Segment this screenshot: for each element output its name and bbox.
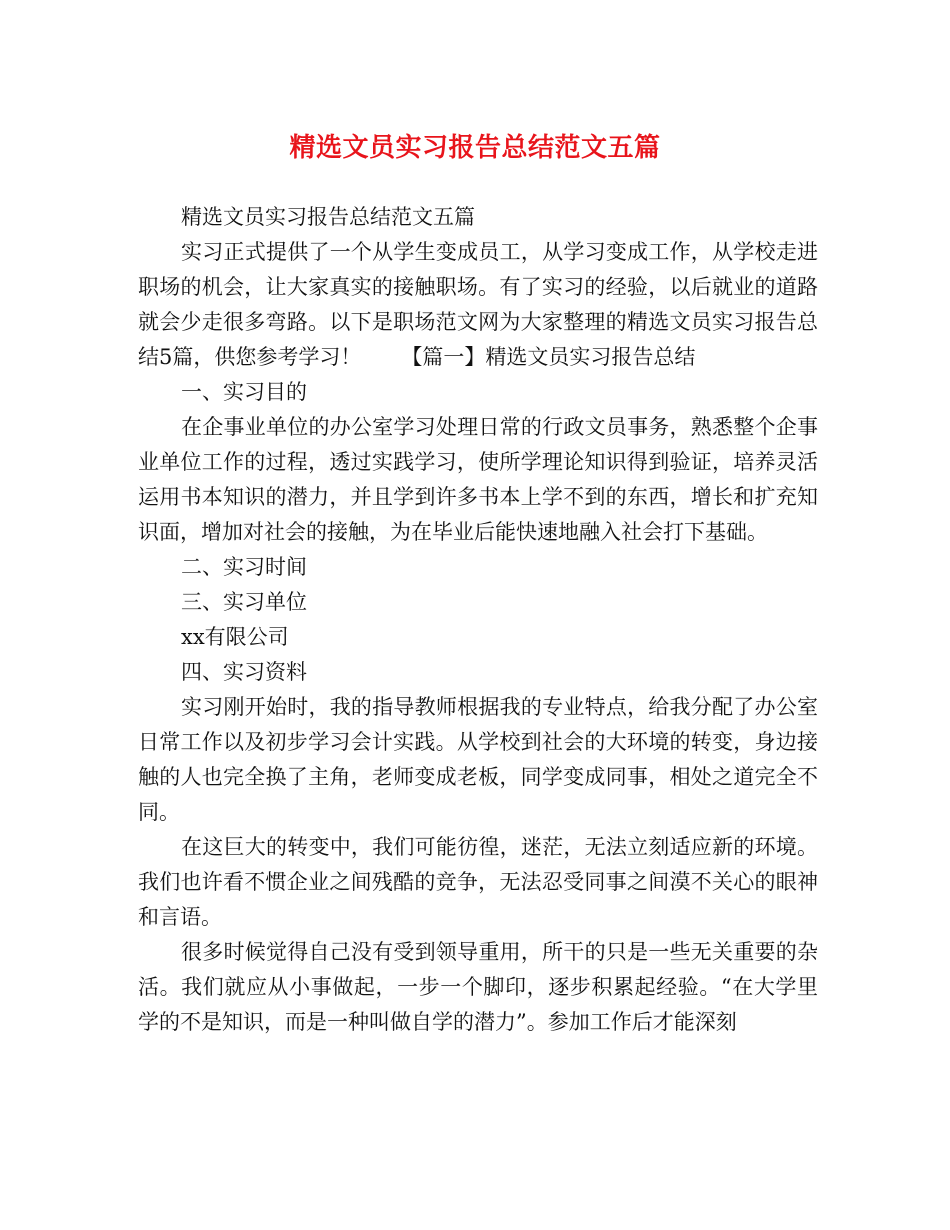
paragraph-unit-heading: 三、实习单位	[181, 590, 307, 614]
paragraph-time-heading: 二、实习时间	[181, 555, 307, 579]
paragraph-purpose: 在企事业单位的办公室学习处理日常的行政文员事务，熟悉整个企事业单位工作的过程，透过实践学习，使所学理论知识得到验证，培养灵活运用书本知识的潜力，并且学到许多书本上学不到的东西，增长和扩充知识面，增加对社会的接触，为在毕业后能快速地融入社会打下基础。	[138, 415, 818, 544]
paragraph-experience: 很多时候觉得自己没有受到领导重用，所干的只是一些无关重要的杂活。我们就应从小事做起，一步一个脚印，逐步积累起经验。“在大学里学的不是知识，而是一种叫做自学的潜力”。参加工作后才能深刻	[138, 940, 818, 1034]
paragraph-materials-heading: 四、实习资料	[181, 660, 307, 684]
document-title: 精选文员实习报告总结范文五篇	[289, 133, 661, 163]
paragraph-company: xx有限公司	[181, 625, 289, 649]
intro-text: 实习正式提供了一个从学生变成员工，从学习变成工作，从学校走进职场的机会，让大家真实的接触职场。有了实习的经验，以后就业的道路就会少走很多弯路。以下是职场范文网为大家整理的精选文员实习报告总结5篇，供您参考学习！	[138, 240, 818, 369]
paragraph-intro	[138, 235, 818, 375]
paragraph-purpose-heading: 一、实习目的	[181, 380, 307, 404]
section-one-heading: 【篇一】精选文员实习报告总结	[401, 345, 696, 369]
paragraph-heading: 精选文员实习报告总结范文五篇	[181, 205, 475, 229]
document-body	[138, 200, 818, 1040]
paragraph-transition: 在这巨大的转变中，我们可能彷徨，迷茫，无法立刻适应新的环境。我们也许看不惯企业之间残酷的竞争，无法忍受同事之间漠不关心的眼神和言语。	[138, 835, 818, 929]
paragraph-materials: 实习刚开始时，我的指导教师根据我的专业特点，给我分配了办公室日常工作以及初步学习会计实践。从学校到社会的大环境的转变，身边接触的人也完全换了主角，老师变成老板，同学变成同事，相处之道完全不同。	[138, 695, 818, 824]
